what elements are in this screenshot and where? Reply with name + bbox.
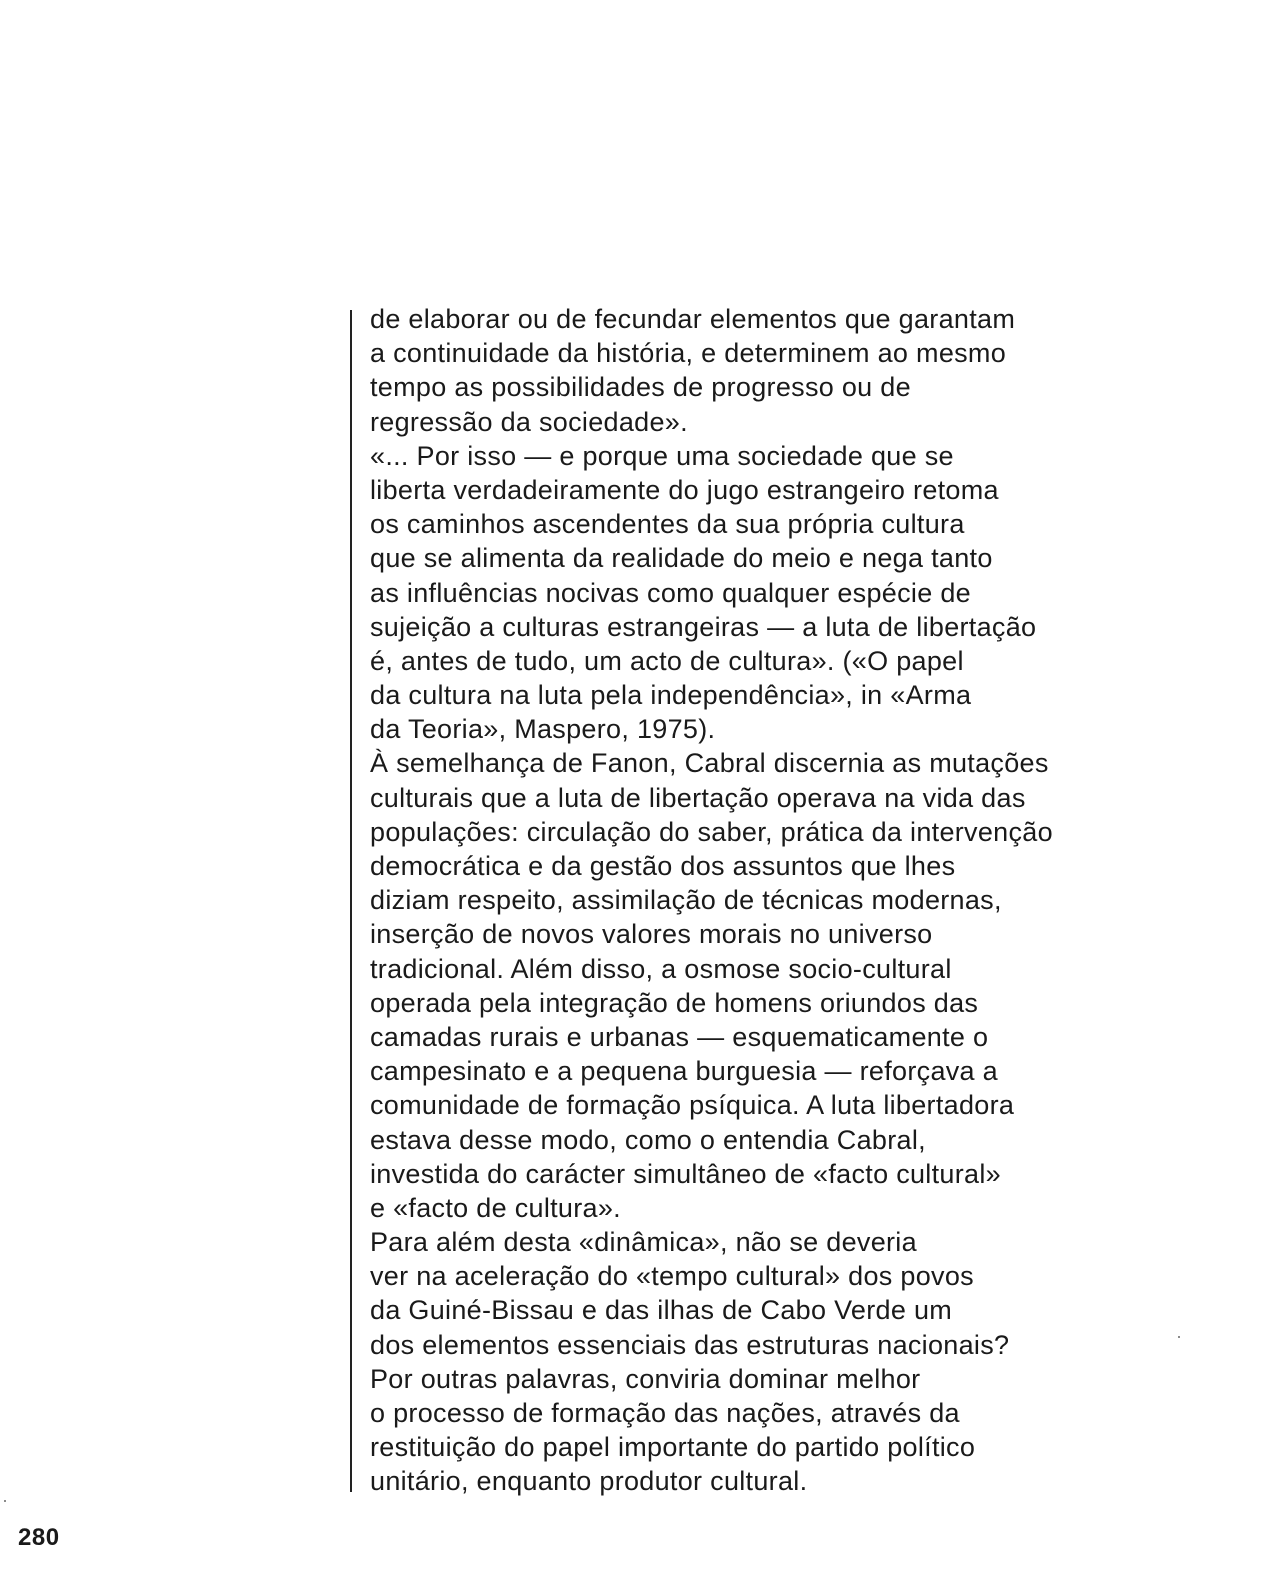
text-line: Por outras palavras, conviria dominar melhor <box>370 1363 921 1394</box>
text-line: unitário, enquanto produtor cultural. <box>370 1466 808 1497</box>
text-line: e «facto de cultura». <box>370 1192 621 1223</box>
text-line: as influências nocivas como qualquer espécie de <box>370 577 971 608</box>
scan-speck <box>4 1500 6 1502</box>
text-line: da Guiné-Bissau e das ilhas de Cabo Verde um <box>370 1295 953 1326</box>
text-line: populações: circulação do saber, prática da intervenção <box>370 816 1053 847</box>
text-line: liberta verdadeiramente do jugo estrangeiro retoma <box>370 474 999 505</box>
text-line: de elaborar ou de fecundar elementos que garantam <box>370 304 1016 334</box>
text-line: comunidade de formação psíquica. A luta libertadora <box>370 1090 1015 1121</box>
text-line: diziam respeito, assimilação de técnicas modernas, <box>370 885 1002 916</box>
text-line: restituição do papel importante do partido político <box>370 1432 976 1463</box>
text-line: À semelhança de Fanon, Cabral discernia as mutações <box>370 748 1049 779</box>
text-line: da cultura na luta pela independência», in «Arma <box>370 680 972 711</box>
text-line: inserção de novos valores morais no universo <box>370 919 933 950</box>
text-line: camadas rurais e urbanas — esquematicamente o <box>370 1021 989 1052</box>
text-line: tempo as possibilidades de progresso ou de <box>370 372 911 403</box>
text-line: o processo de formação das nações, através da <box>370 1398 960 1428</box>
text-line: campesinato e a pequena burguesia — reforçava a <box>370 1056 998 1087</box>
text-line: dos elementos essenciais das estruturas nacionais? <box>370 1329 1010 1360</box>
text-line: que se alimenta da realidade do meio e nega tanto <box>370 543 993 574</box>
text-line: os caminhos ascendentes da sua própria cultura <box>370 509 965 540</box>
text-line: a continuidade da história, e determinem ao mesmo <box>370 338 1007 369</box>
text-line: da Teoria», Maspero, 1975). <box>370 714 716 745</box>
text-line: regressão da sociedade». <box>370 406 688 437</box>
text-line: operada pela integração de homens oriundos das <box>370 987 979 1018</box>
scan-speck <box>1178 1336 1180 1338</box>
text-line: é, antes de tudo, um acto de cultura». («O papel <box>370 645 964 676</box>
text-line: Para além desta «dinâmica», não se deveria <box>370 1227 917 1258</box>
text-line: estava desse modo, como o entendia Cabral, <box>370 1124 926 1155</box>
margin-rule <box>350 310 352 1492</box>
page-number: 280 <box>18 1524 60 1551</box>
text-line: culturais que a luta de libertação operava na vida das <box>370 782 1026 813</box>
text-line: «... Por isso — e porque uma sociedade que se <box>370 440 954 471</box>
text-line: democrática e da gestão dos assuntos que lhes <box>370 851 956 881</box>
text-line: ver na aceleração do «tempo cultural» dos povos <box>370 1261 974 1292</box>
text-line: investida do carácter simultâneo de «facto cultural» <box>370 1158 1001 1189</box>
text-line: sujeição a culturas estrangeiras — a luta de libertação <box>370 611 1037 642</box>
text-line: tradicional. Além disso, a osmose socio-cultural <box>370 953 952 984</box>
body-text <box>370 302 1220 1499</box>
